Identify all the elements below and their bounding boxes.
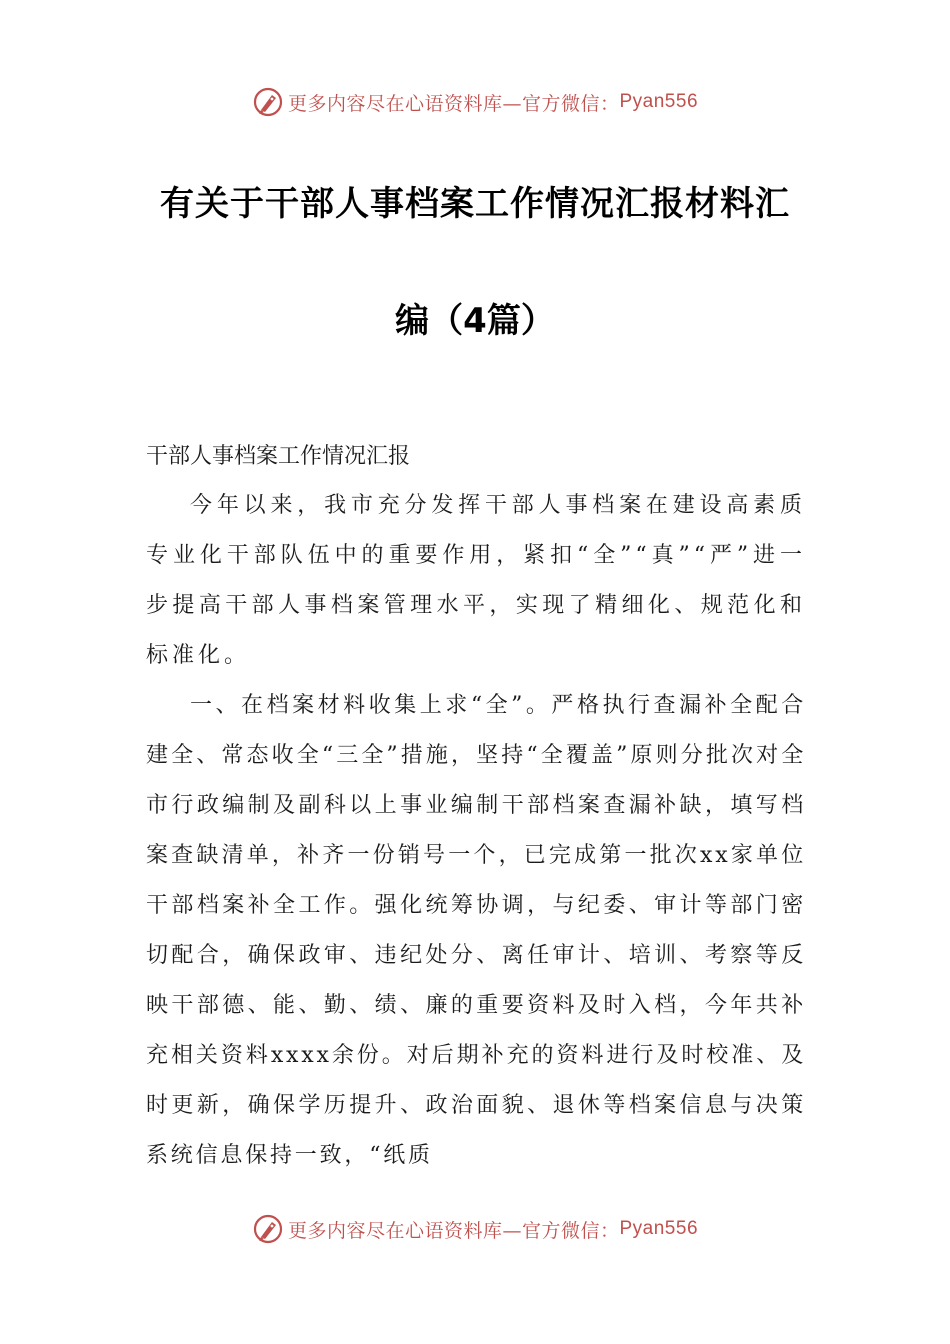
pen-nib-logo-icon [252,86,284,118]
document-title-line-2: 编（4篇） [395,301,555,341]
footer-watermark-text: 更多内容尽在心语资料库—官方微信： [287,1219,620,1242]
header-wechat-id: Pyan556 [619,91,699,112]
header-watermark-text: 更多内容尽在心语资料库—官方微信： [287,92,620,115]
footer-wechat-id: Pyan556 [619,1218,699,1239]
footer-watermark [0,1209,950,1249]
section-heading: 干部人事档案工作情况汇报 [146,444,411,469]
document-title-line-1: 有关于干部人事档案工作情况汇报材料汇 [160,184,790,224]
paragraph-intro: 今年以来，我市充分发挥干部人事档案在建设高素质专业化干部队伍中的重要作用，紧扣“全”“真”“严”进一步提高干部人事档案管理水平，实现了精细化、规范化和标准化。 [146,493,806,668]
header-watermark [0,82,950,122]
paragraph-section-1: 一、在档案材料收集上求“全”。严格执行查漏补全配合建全、常态收全“三全”措施，坚持“全覆盖”原则分批次对全市行政编制及副科以上事业编制干部档案查漏补缺，填写档案查缺清单，补齐一份销号一个，已完成第一批次xx家单位干部档案补全工作。强化统筹协调，与纪委、审计等部门密切配合，确保政审、违纪处分、离任审计、培训、考察等反映干部德、能、勤、绩、廉的重要资料及时入档，今年共补充相关资料xxxx余份。对后期补充的资料进行及时校准、及时更新，确保学历提升、政治面貌、退休等档案信息与决策系统信息保持一致，“纸质 [146,693,806,1168]
pen-nib-logo-icon [252,1213,284,1245]
document-body [146,481,806,1181]
